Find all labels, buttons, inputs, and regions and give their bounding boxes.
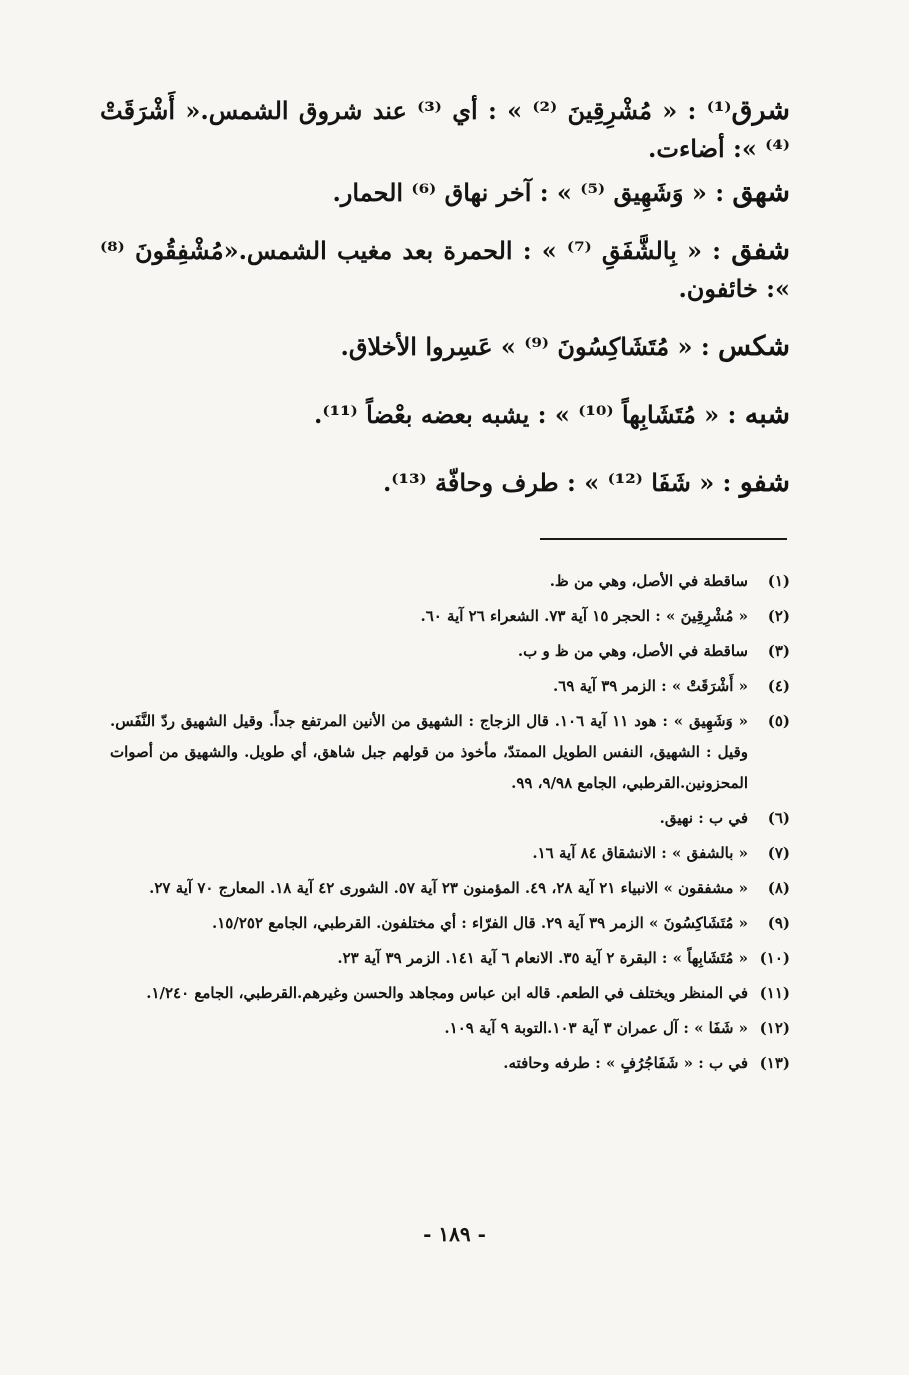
footnote-text: « مُتَشَابِهاً » : البقرة ٢ آية ٣٥. الانعام ٦ آية ١٤١. الزمر ٣٩ آية ٢٣. — [337, 949, 748, 967]
footnote — [110, 566, 790, 597]
glossary-entries — [100, 92, 790, 502]
footnote — [110, 601, 790, 632]
footnote-text: « مُتَشَاكِسُونَ » الزمر ٣٩ آية ٢٩. قال الفرّاء : أي مختلفون. القرطبي، الجامع ١٥/٢٥٢. — [212, 914, 748, 932]
footnote-number: (١) — [767, 572, 790, 590]
entry-root-word: شفق — [731, 235, 790, 266]
footnote-text: « وَشَهِيق » : هود ١١ آية ١٠٦. قال الزجاج : الشهيق من الأنين المرتفع جداً. وقيل الشهيق ردّ النَّفَس. وقيل : الشهيق، النفس الطويل الممتدّ، مأخوذ من قولهم جبل شاهق، أي طويل. والشهيق من أصوات المحزونين.القرطبي، الجامع ٩/٩٨، ٩٩. — [110, 712, 748, 792]
footnote-text: « مُشْرِقِينَ » : الحجر ١٥ آية ٧٣. الشعراء ٢٦ آية ٦٠. — [420, 607, 748, 625]
footnote — [110, 838, 790, 869]
footnote — [110, 803, 790, 834]
footnote-number: (١٣) — [759, 1054, 790, 1072]
entry-root-word: شكس — [718, 331, 790, 362]
footnote — [110, 1013, 790, 1044]
footnote — [110, 943, 790, 974]
footnotes — [110, 566, 790, 1083]
glossary-entry — [100, 232, 790, 308]
footnote-number: (٨) — [767, 879, 790, 897]
footnote — [110, 636, 790, 667]
glossary-entry — [100, 396, 790, 434]
page-number: - ١٨٩ - — [423, 1222, 486, 1246]
footnote-number: (٤) — [767, 677, 790, 695]
footnote-number: (٣) — [767, 642, 790, 660]
entry-definition: ⁽¹⁾ : « مُشْرِقِينَ ⁽²⁾ » : أي ⁽³⁾ عند شروق الشمس.« أَشْرَقَتْ ⁽⁴⁾ »: أضاءت. — [100, 96, 790, 163]
entry-definition: : « مُتَشَاكِسُونَ ⁽⁹⁾ » عَسِروا الأخلاق. — [340, 332, 719, 361]
footnote-divider — [540, 538, 787, 540]
footnote-number: (٥) — [767, 712, 790, 730]
entry-definition: : « مُتَشَابِهاً ⁽¹⁰⁾ » : يشبه بعضه بعْضاً ⁽¹¹⁾. — [314, 400, 745, 429]
footnote-text: « أَشْرَقَتْ » : الزمر ٣٩ آية ٦٩. — [553, 677, 748, 695]
entry-definition: : « وَشَهِيق ⁽⁵⁾ » : آخر نهاق ⁽⁶⁾ الحمار. — [332, 178, 733, 207]
entry-root-word: شفو — [739, 467, 790, 498]
entry-root-word: شهق — [732, 177, 790, 208]
footnote-text: في المنظر ويختلف في الطعم. قاله ابن عباس ومجاهد والحسن وغيرهم.القرطبي، الجامع ١/٢٤٠. — [146, 984, 748, 1002]
footnote — [110, 706, 790, 799]
glossary-entry — [100, 92, 790, 168]
footnote — [110, 873, 790, 904]
footnote-text: « بالشفق » : الانشقاق ٨٤ آية ١٦. — [532, 844, 748, 862]
footnote-number: (٢) — [767, 607, 790, 625]
footnote-text: في ب : « شَفَاجُرُفٍ » : طرفه وحافته. — [503, 1054, 748, 1072]
entry-root-word: شبه — [744, 399, 790, 430]
footnote-text: ساقطة في الأصل، وهي من ظ. — [549, 572, 748, 590]
glossary-entry — [100, 328, 790, 366]
footnote — [110, 1048, 790, 1079]
footnote — [110, 978, 790, 1009]
footnote-number: (٩) — [767, 914, 790, 932]
footnote-text: « شَفَا » : آل عمران ٣ آية ١٠٣.التوبة ٩ آية ١٠٩. — [444, 1019, 748, 1037]
footnote-number: (١٠) — [759, 949, 790, 967]
footnote-text: في ب : نهيق. — [659, 809, 748, 827]
footnote-number: (٦) — [767, 809, 790, 827]
footnote — [110, 671, 790, 702]
footnote — [110, 908, 790, 939]
footnote-number: (١١) — [759, 984, 790, 1002]
glossary-entry — [100, 174, 790, 212]
entry-root-word: شرق — [731, 95, 790, 126]
entry-definition: : « بِالشَّفَقِ ⁽⁷⁾ » : الحمرة بعد مغيب الشمس.«مُشْفِقُونَ ⁽⁸⁾ »: خائفون. — [100, 236, 790, 303]
footnote-text: « مشفقون » الانبياء ٢١ آية ٢٨، ٤٩. المؤمنون ٢٣ آية ٥٧. الشورى ٤٢ آية ١٨. المعارج ٧٠ آية ٢٧. — [149, 879, 748, 897]
glossary-entry — [100, 464, 790, 502]
footnote-text: ساقطة في الأصل، وهي من ظ و ب. — [517, 642, 748, 660]
footnote-number: (١٢) — [759, 1019, 790, 1037]
entry-definition: : « شَفَا ⁽¹²⁾ » : طرف وحافّة ⁽¹³⁾. — [382, 468, 740, 497]
footnote-number: (٧) — [767, 844, 790, 862]
